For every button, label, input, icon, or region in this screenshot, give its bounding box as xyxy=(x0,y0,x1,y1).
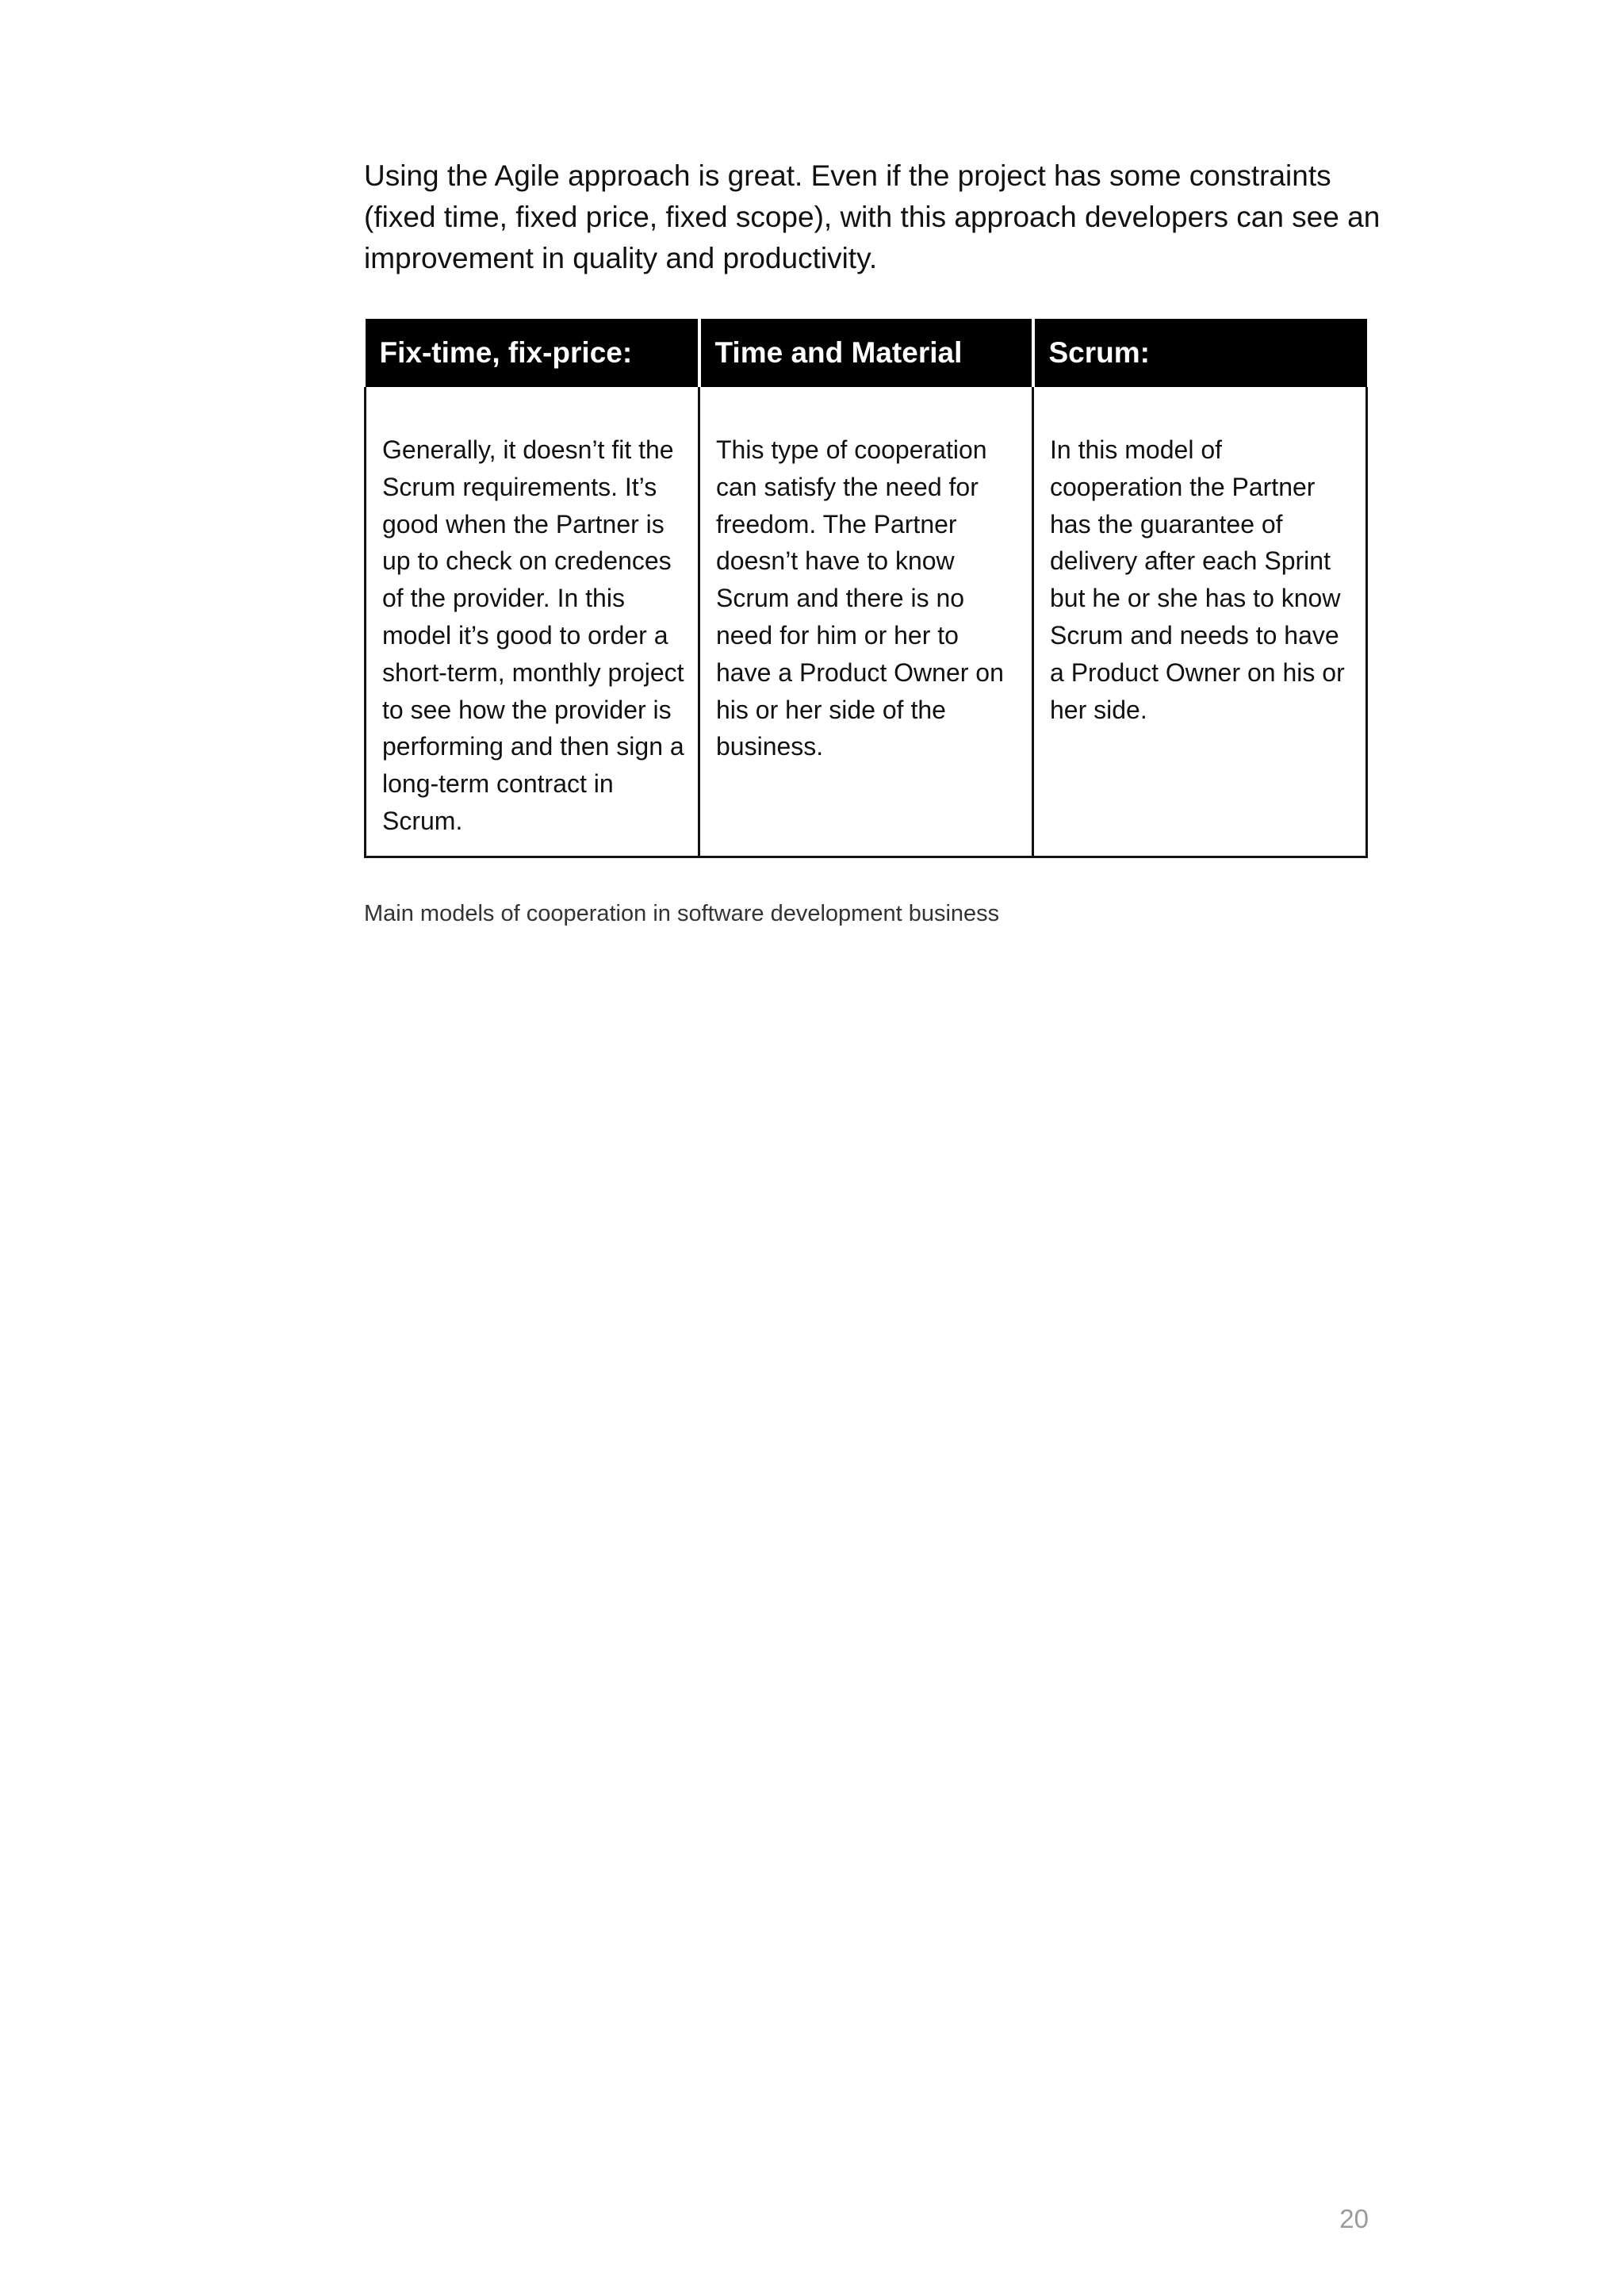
cell-scrum: In this model of cooperation the Partner has the guarantee of delivery after each Sprint but he or she has to know Scrum and needs to have a Product Owner on his or her side. xyxy=(1033,387,1367,857)
table-header-row xyxy=(366,319,1367,387)
table-caption: Main models of cooperation in software development business xyxy=(364,901,1000,926)
page-number: 20 xyxy=(1339,2204,1369,2233)
table-row xyxy=(366,387,1367,857)
cell-time-and-material: This type of cooperation can satisfy the need for freedom. The Partner doesn’t have to know Scrum and there is no need for him or her to have a Product Owner on his or her side of the business. xyxy=(699,387,1033,857)
header-fix-time-fix-price: Fix-time, fix-price: xyxy=(366,319,699,387)
header-scrum: Scrum: xyxy=(1033,319,1367,387)
header-time-and-material: Time and Material xyxy=(699,319,1033,387)
cooperation-models-table xyxy=(364,319,1368,858)
intro-paragraph: Using the Agile approach is great. Even if the project has some constraints (fixed time, fixed price, fixed scope), with this approach developers can see an improvement in quality and productivity. xyxy=(364,159,1381,274)
cell-fix-time-fix-price: Generally, it doesn’t fit the Scrum requirements. It’s good when the Partner is up to check on credences of the provider. In this model it’s good to order a short-term, monthly project to see how the provider is performing and then sign a long-term contract in Scrum. xyxy=(366,387,699,857)
